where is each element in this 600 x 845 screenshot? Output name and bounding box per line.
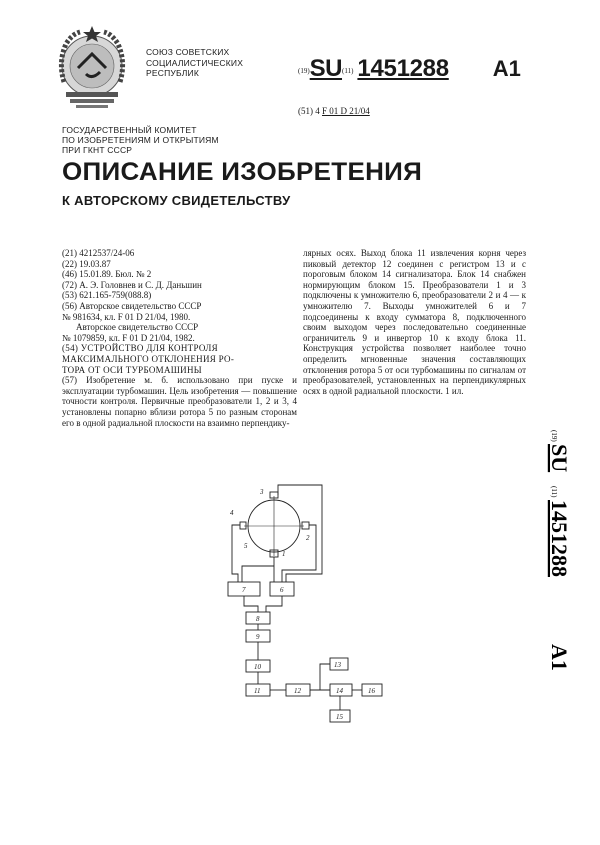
ipc-classification: [298, 106, 370, 116]
label-16: 16: [368, 687, 375, 695]
field-21: (21) 4212537/24-06: [62, 248, 135, 258]
union-name: СОЮЗ СОВЕТСКИХ СОЦИАЛИСТИЧЕСКИХ РЕСПУБЛИК: [146, 47, 244, 78]
label-13: 13: [334, 661, 341, 669]
inid-51: (51) 4: [298, 106, 320, 116]
document-subtitle: К АВТОРСКОМУ СВИДЕТЕЛЬСТВУ: [62, 193, 291, 208]
inid-19: (19): [298, 67, 310, 75]
label-14: 14: [336, 687, 343, 695]
label-7: 7: [242, 586, 246, 594]
sidebar-country: SU: [547, 444, 572, 473]
vertical-publication-number: [538, 430, 582, 700]
field-54-line1: (54) УСТРОЙСТВО ДЛЯ КОНТРОЛЯ: [62, 343, 218, 354]
country-code: SU: [309, 55, 343, 82]
patent-number: 1451288: [357, 55, 449, 82]
label-6: 6: [280, 586, 284, 594]
inid-11: (11): [342, 67, 354, 75]
abstract-text: (57) Изобретение м. б. использовано при пуске и эксплуатации турбомашин. Цель изобретения — повышение точности контроля. Первичные преобразователи 1, 2 и 3, 4 установлены попарно вблизи ротора 5 по разным сторонам его в одной радиальной плоскости на взаимно перпендику-: [62, 375, 297, 428]
field-54-line3: ТОРА ОТ ОСИ ТУРБОМАШИНЫ: [62, 364, 202, 375]
field-56: (56) Авторское свидетельство СССР: [62, 300, 202, 311]
field-54-line2: МАКСИМАЛЬНОГО ОТКЛОНЕНИЯ РО-: [62, 353, 235, 364]
sensor-2: [302, 522, 309, 529]
label-12: 12: [294, 687, 301, 695]
label-4: 4: [230, 509, 234, 517]
label-1: 1: [282, 550, 286, 558]
field-56-line3: Авторское свидетельство СССР: [76, 322, 199, 333]
state-committee: ГОСУДАРСТВЕННЫЙ КОМИТЕТ ПО ИЗОБРЕТЕНИЯМ И ОТКРЫТИЯМ ПРИ ГКНТ СССР: [62, 125, 219, 155]
bibliographic-data: [62, 248, 297, 428]
label-10: 10: [254, 663, 261, 671]
abstract-continuation: лярных осях. Выход блока 11 извлечения корня через пиковый детектор 12 соединен с регистром 13 и с пороговым блоком 14 сигнализатора. Блок 14 снабжен нормирующим блоком 15. Преобразователи 1 и 3 подключены к умножителю 6, преобразователи 2 и 4 — к умножителю 7. Выходы умножителей 6 и 7 подсоединены к входу сумматора 8, подключенного своим выходом через последовательно соединенные ограничитель 9 и инвертор 10 к входу блока 11. Конструкция устройства позволяет наиболее точно определить мгновенные значения составляющих отклонения ротора 5 от оси турбомашины по сигналам от преобразователей, установленных на перпендикулярных осях в одной радиальной плоскости. 1 ил.: [303, 248, 526, 396]
label-5: 5: [244, 542, 248, 550]
document-title: ОПИСАНИЕ ИЗОБРЕТЕНИЯ: [62, 157, 423, 186]
kind-code: A1: [492, 56, 521, 81]
field-72: (72) А. Э. Головнев и С. Д. Даньшин: [62, 279, 202, 290]
field-56-ref2: № 1079859, кл. F 01 D 21/04, 1982.: [62, 332, 195, 343]
field-46: (46) 15.01.89. Бюл. № 2: [62, 269, 152, 280]
ipc-code: F 01 D 21/04: [322, 106, 370, 116]
sensor-4: [240, 522, 246, 529]
sidebar-inid-11: (11): [550, 486, 558, 498]
field-53: (53) 621.165-759(088.8): [62, 290, 152, 301]
field-56-ref1: № 981634, кл. F 01 D 21/04, 1980.: [62, 311, 191, 322]
field-22: (22) 19.03.87: [62, 258, 111, 269]
sidebar-inid-19: (19): [550, 430, 558, 442]
sidebar-kind: A1: [547, 644, 572, 671]
sidebar-number: 1451288: [547, 500, 572, 577]
label-2: 2: [306, 534, 310, 542]
label-9: 9: [256, 633, 260, 641]
label-8: 8: [256, 615, 260, 623]
label-3: 3: [260, 488, 264, 496]
label-11: 11: [254, 687, 261, 695]
publication-number: [298, 55, 521, 85]
block-diagram: [200, 470, 400, 732]
label-15: 15: [336, 713, 343, 721]
ussr-emblem-icon: [52, 22, 132, 114]
